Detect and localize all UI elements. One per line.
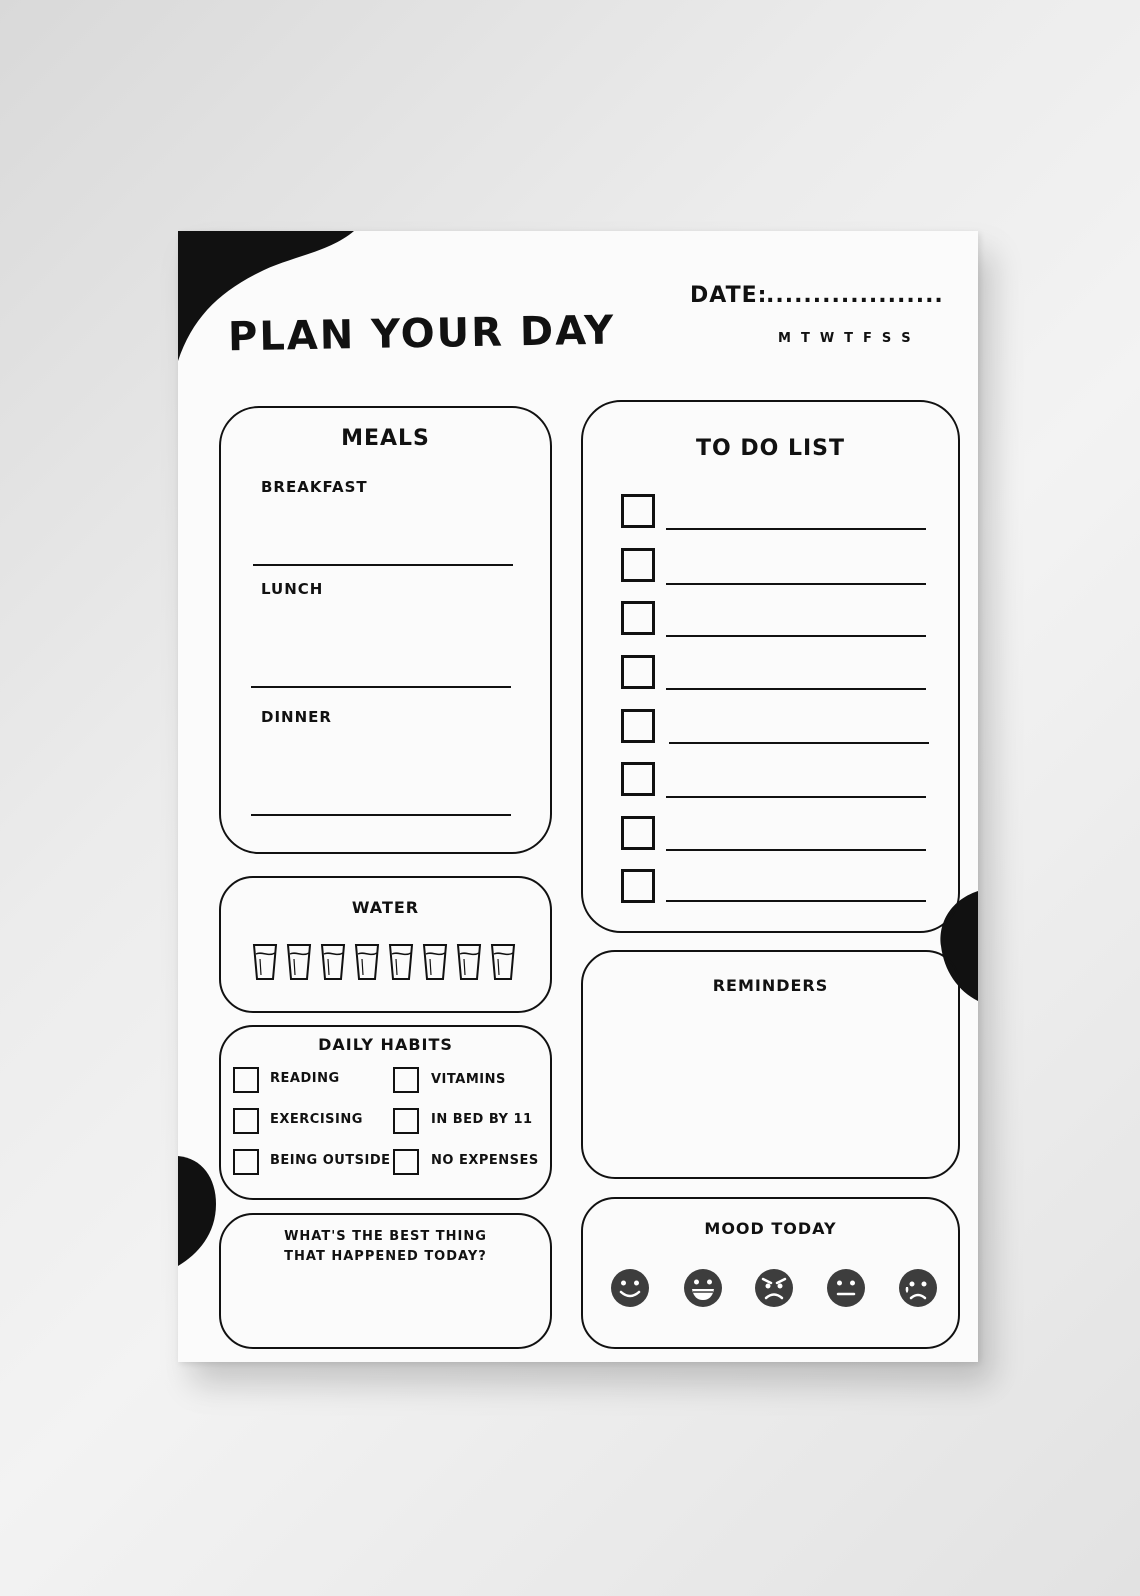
todo-checkbox-4[interactable] bbox=[621, 655, 655, 689]
dinner-label: DINNER bbox=[261, 708, 332, 726]
dinner-line[interactable] bbox=[251, 814, 511, 816]
smile-face-icon[interactable] bbox=[610, 1268, 650, 1308]
meals-title: MEALS bbox=[341, 426, 430, 451]
reminders-title: REMINDERS bbox=[712, 976, 829, 995]
water-glass-icon[interactable] bbox=[388, 942, 414, 982]
day-thursday[interactable]: T bbox=[844, 331, 854, 346]
habit-checkbox-no-expenses[interactable] bbox=[393, 1149, 419, 1175]
day-friday[interactable]: F bbox=[863, 331, 872, 346]
sad-face-icon[interactable] bbox=[898, 1268, 938, 1308]
meals-section bbox=[219, 406, 552, 854]
day-saturday[interactable]: S bbox=[881, 331, 892, 346]
best-thing-section[interactable] bbox=[219, 1213, 552, 1349]
habit-checkbox-being-outside[interactable] bbox=[233, 1149, 259, 1175]
date-field[interactable]: ................... bbox=[766, 283, 944, 308]
todo-checkbox-3[interactable] bbox=[621, 601, 655, 635]
habit-label-exercising: EXERCISING bbox=[270, 1112, 363, 1127]
todo-line-2[interactable] bbox=[666, 583, 926, 585]
todo-checkbox-1[interactable] bbox=[621, 494, 655, 528]
lunch-line[interactable] bbox=[251, 686, 511, 688]
date-label: DATE: bbox=[690, 283, 768, 308]
water-glass-icon[interactable] bbox=[320, 942, 346, 982]
page-title: PLAN YOUR DAY bbox=[227, 307, 616, 361]
todo-section bbox=[581, 400, 960, 933]
todo-checkbox-6[interactable] bbox=[621, 762, 655, 796]
todo-title: TO DO LIST bbox=[695, 436, 846, 461]
mood-section bbox=[581, 1197, 960, 1349]
todo-line-7[interactable] bbox=[666, 849, 926, 851]
breakfast-label: BREAKFAST bbox=[261, 478, 368, 496]
best-thing-prompt: WHAT'S THE BEST THING THAT HAPPENED TODAY? bbox=[284, 1229, 487, 1264]
habit-checkbox-reading[interactable] bbox=[233, 1067, 259, 1093]
habits-title: DAILY HABITS bbox=[318, 1035, 453, 1054]
grin-face-icon[interactable] bbox=[683, 1268, 723, 1308]
habit-checkbox-vitamins[interactable] bbox=[393, 1067, 419, 1093]
todo-line-1[interactable] bbox=[666, 528, 926, 530]
todo-line-3[interactable] bbox=[666, 635, 926, 637]
todo-checkbox-7[interactable] bbox=[621, 816, 655, 850]
angry-face-icon[interactable] bbox=[754, 1268, 794, 1308]
habit-label-reading: READING bbox=[270, 1071, 340, 1086]
day-sunday[interactable]: S bbox=[901, 331, 911, 346]
water-section bbox=[219, 876, 552, 1013]
side-blob-left bbox=[178, 1156, 218, 1266]
habit-checkbox-exercising[interactable] bbox=[233, 1108, 259, 1134]
todo-line-5[interactable] bbox=[669, 742, 929, 744]
habit-checkbox-in-bed-by-11[interactable] bbox=[393, 1108, 419, 1134]
water-glass-icon[interactable] bbox=[354, 942, 380, 982]
habit-label-being-outside: BEING OUTSIDE bbox=[270, 1153, 391, 1168]
mood-title: MOOD TODAY bbox=[704, 1219, 837, 1238]
water-glass-icon[interactable] bbox=[286, 942, 312, 982]
water-glass-icon[interactable] bbox=[252, 942, 278, 982]
planner-sheet bbox=[178, 231, 978, 1362]
day-tuesday[interactable]: T bbox=[800, 331, 810, 346]
day-monday[interactable]: M bbox=[778, 331, 791, 346]
todo-checkbox-2[interactable] bbox=[621, 548, 655, 582]
weekday-selector bbox=[778, 331, 911, 346]
habit-label-in-bed-by-11: IN BED BY 11 bbox=[431, 1112, 533, 1127]
breakfast-line[interactable] bbox=[253, 564, 513, 566]
lunch-label: LUNCH bbox=[261, 580, 324, 598]
habit-label-vitamins: VITAMINS bbox=[431, 1072, 506, 1087]
water-glass-icon[interactable] bbox=[422, 942, 448, 982]
daily-habits-section bbox=[219, 1025, 552, 1200]
todo-line-6[interactable] bbox=[666, 796, 926, 798]
todo-line-8[interactable] bbox=[666, 900, 926, 902]
reminders-section[interactable] bbox=[581, 950, 960, 1179]
todo-checkbox-8[interactable] bbox=[621, 869, 655, 903]
todo-line-4[interactable] bbox=[666, 688, 926, 690]
water-glass-icon[interactable] bbox=[490, 942, 516, 982]
neutral-face-icon[interactable] bbox=[826, 1268, 866, 1308]
water-glass-icon[interactable] bbox=[456, 942, 482, 982]
water-title: WATER bbox=[351, 898, 420, 917]
day-wednesday[interactable]: W bbox=[819, 331, 835, 346]
habit-label-no-expenses: NO EXPENSES bbox=[431, 1153, 539, 1168]
todo-checkbox-5[interactable] bbox=[621, 709, 655, 743]
